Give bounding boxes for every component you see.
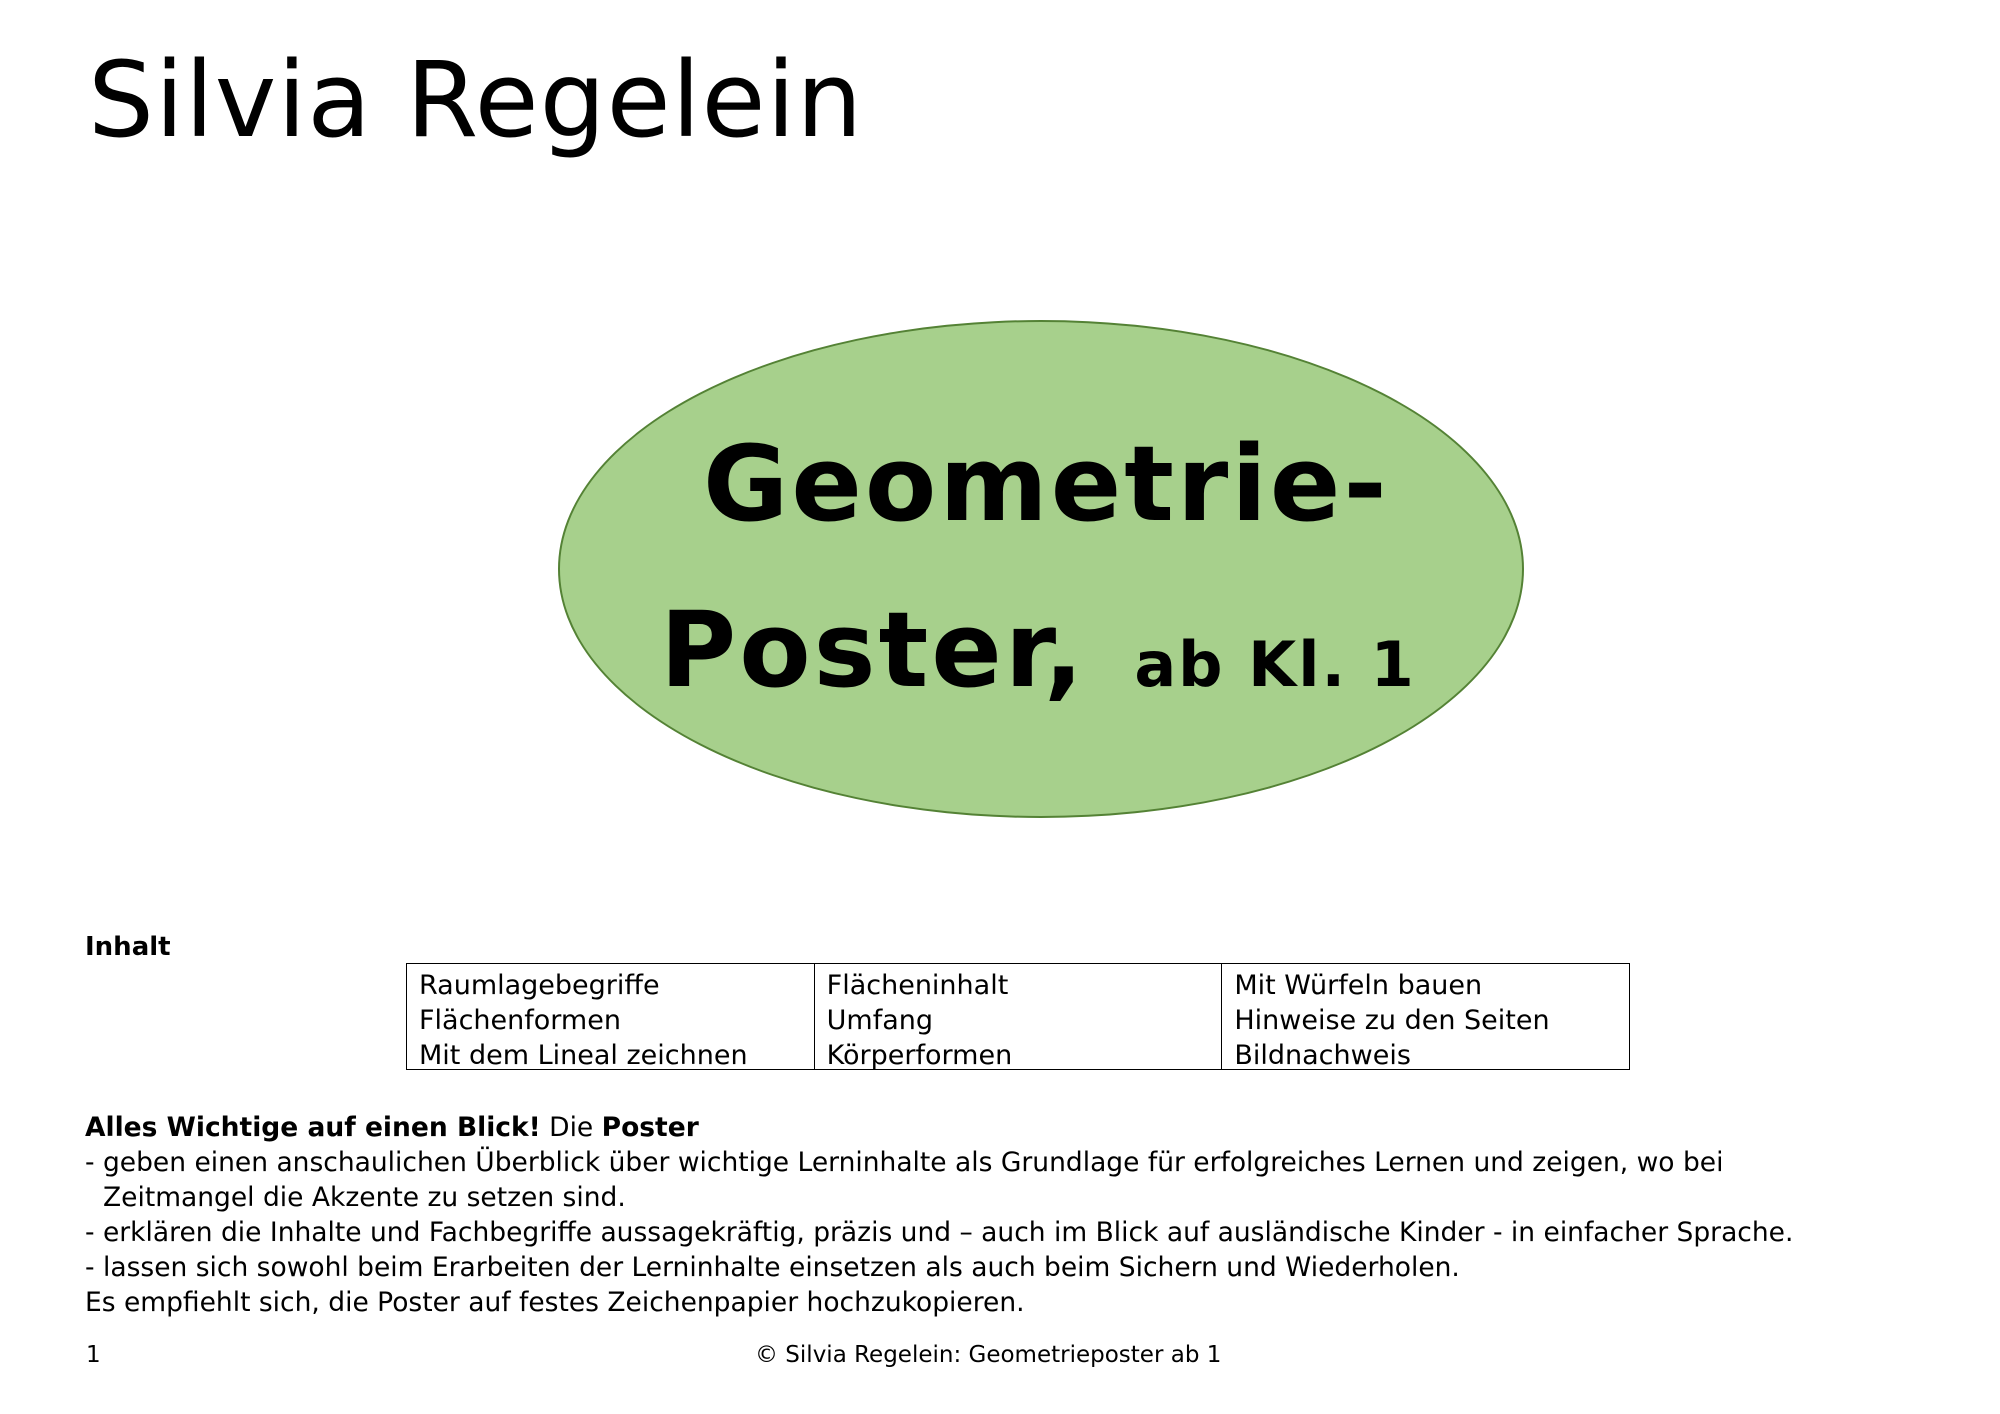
footer-copyright: © Silvia Regelein: Geometrieposter ab 1 — [755, 1342, 1222, 1368]
contents-item: Mit dem Lineal zeichnen — [419, 1040, 748, 1071]
closing-note: Es empfiehlt sich, die Poster auf festes Zeichenpapier hochzukopieren. — [85, 1287, 1025, 1318]
contents-column-3 — [1221, 964, 1629, 1069]
bullet-1-line-1: - geben einen anschaulichen Überblick über wichtige Lerninhalte als Grundlage für erfolgreiches Lernen und zeigen, wo bei — [85, 1147, 1724, 1178]
contents-item: Bildnachweis — [1234, 1040, 1411, 1071]
description — [85, 1110, 1965, 1320]
contents-item: Körperformen — [826, 1040, 1013, 1071]
page-number: 1 — [86, 1342, 101, 1368]
lead-mid: Die — [540, 1112, 602, 1143]
lead-bold: Alles Wichtige auf einen Blick! — [85, 1112, 541, 1143]
contents-table — [406, 963, 1630, 1070]
contents-heading: Inhalt — [85, 932, 171, 962]
contents-column-1 — [407, 964, 814, 1069]
contents-item: Hinweise zu den Seiten — [1234, 1005, 1550, 1036]
title-line-2 — [660, 589, 1416, 711]
contents-item: Raumlagebegriffe — [419, 970, 660, 1001]
bullet-1-line-2: Zeitmangel die Akzente zu setzen sind. — [103, 1182, 626, 1213]
bullet-3: - lassen sich sowohl beim Erarbeiten der Lerninhalte einsetzen als auch beim Sichern und Wiederholen. — [85, 1252, 1460, 1283]
description-lead — [85, 1110, 1965, 1145]
title-poster: Poster, — [660, 589, 1087, 711]
contents-item: Mit Würfeln bauen — [1234, 970, 1483, 1001]
contents-item: Flächenformen — [419, 1005, 621, 1036]
bullet-2: - erklären die Inhalte und Fachbegriffe aussagekräftig, präzis und – auch im Blick auf ausländische Kinder - in einfacher Sprache. — [85, 1217, 1794, 1248]
lead-bold-poster: Poster — [601, 1112, 699, 1143]
contents-column-2 — [814, 964, 1222, 1069]
contents-item: Flächeninhalt — [826, 970, 1009, 1001]
title-line-1: Geometrie- — [703, 423, 1390, 545]
contents-item: Umfang — [826, 1005, 934, 1036]
author-name: Silvia Regelein — [88, 39, 864, 161]
title-grade: ab Kl. 1 — [1134, 628, 1416, 701]
title-ellipse — [558, 320, 1524, 818]
